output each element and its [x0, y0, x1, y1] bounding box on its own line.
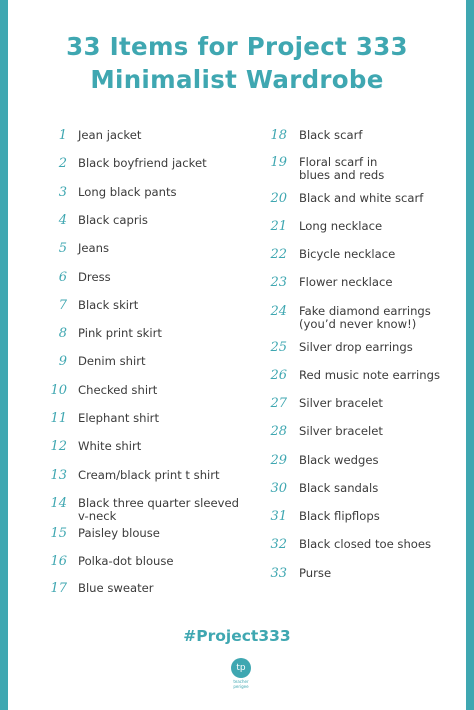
item-label-line: Black closed toe shoes	[299, 537, 432, 551]
item-label	[78, 271, 244, 284]
item-label	[78, 555, 244, 568]
item-label	[78, 327, 244, 340]
brand-logo	[231, 658, 251, 689]
item-number: 2	[58, 156, 67, 171]
item-label-line: Black skirt	[78, 298, 139, 312]
item-number: 11	[50, 411, 67, 426]
item-number: 23	[270, 275, 287, 290]
item-label-line: Pink print skirt	[78, 326, 162, 340]
item-label	[299, 567, 468, 580]
item-number: 20	[270, 191, 287, 206]
item-label	[78, 527, 244, 540]
item-label-line: Black scarf	[299, 128, 363, 142]
item-label-line: Silver bracelet	[299, 424, 383, 438]
item-label-line: Paisley blouse	[78, 526, 160, 540]
item-label-line: Black sandals	[299, 481, 379, 495]
item-number: 7	[58, 298, 67, 313]
item-label	[78, 299, 244, 312]
item-label	[299, 454, 468, 467]
item-number: 25	[270, 340, 287, 355]
logo-name-line-2: perigee	[233, 683, 249, 689]
item-label-line: Floral scarf in	[299, 155, 378, 169]
item-label	[299, 425, 468, 438]
item-label	[299, 510, 468, 523]
item-label-line: Black and white scarf	[299, 191, 424, 205]
item-number: 1	[58, 128, 67, 143]
item-number: 14	[50, 496, 67, 511]
item-number: 29	[270, 453, 287, 468]
item-number: 13	[50, 468, 67, 483]
item-number: 15	[50, 526, 67, 541]
hashtag: #Project333	[183, 627, 291, 645]
item-label	[78, 242, 244, 255]
item-label-line: Bicycle necklace	[299, 247, 396, 261]
item-label	[78, 157, 244, 170]
item-number: 28	[270, 424, 287, 439]
item-number: 12	[50, 439, 67, 454]
item-label	[299, 192, 468, 205]
item-label-line: Long necklace	[299, 219, 383, 233]
item-label-line: Denim shirt	[78, 354, 146, 368]
item-label	[299, 276, 468, 289]
item-number: 21	[270, 219, 287, 234]
item-number: 31	[270, 509, 287, 524]
item-number: 27	[270, 396, 287, 411]
item-label	[299, 220, 468, 233]
item-label-line: v-neck	[78, 509, 117, 523]
title-line-2: Minimalist Wardrobe	[90, 65, 384, 94]
item-label	[299, 341, 468, 354]
item-label-line: Red music note earrings	[299, 368, 441, 382]
item-number: 5	[58, 241, 67, 256]
item-label-line: Checked shirt	[78, 383, 158, 397]
item-label	[78, 214, 244, 227]
item-label	[299, 156, 468, 182]
item-number: 16	[50, 554, 67, 569]
right-accent-border	[466, 0, 474, 710]
item-number: 24	[270, 304, 287, 319]
item-label	[299, 369, 468, 382]
item-number: 33	[270, 566, 287, 581]
item-label	[299, 305, 468, 331]
item-label-line: Black three quarter sleeved	[78, 496, 239, 510]
item-label-line: White shirt	[78, 439, 142, 453]
item-number: 18	[270, 128, 287, 143]
item-number: 4	[58, 213, 67, 228]
item-label-line: Polka-dot blouse	[78, 554, 174, 568]
item-label-line: Purse	[299, 566, 332, 580]
item-number: 30	[270, 481, 287, 496]
item-number: 26	[270, 368, 287, 383]
item-label	[299, 397, 468, 410]
item-label-line: Jeans	[78, 241, 110, 255]
item-label-line: Black boyfriend jacket	[78, 156, 207, 170]
item-label-line: Black flipflops	[299, 509, 380, 523]
left-accent-border	[0, 0, 8, 710]
item-label-line: Black capris	[78, 213, 148, 227]
item-label-line: Fake diamond earrings	[299, 304, 431, 318]
item-label	[78, 186, 244, 199]
item-number: 32	[270, 537, 287, 552]
item-number: 3	[58, 185, 67, 200]
item-label	[299, 482, 468, 495]
item-number: 10	[50, 383, 67, 398]
item-label	[299, 248, 468, 261]
page-title	[0, 30, 474, 96]
title-line-1: 33 Items for Project 333	[66, 32, 408, 61]
item-label	[78, 582, 244, 595]
item-number: 6	[58, 270, 67, 285]
logo-monogram-icon: tp	[231, 658, 251, 678]
item-label-line: (you’d never know!)	[299, 317, 417, 331]
item-number: 19	[270, 155, 287, 170]
item-number: 17	[50, 581, 67, 596]
item-label	[78, 129, 244, 142]
item-label-line: Silver drop earrings	[299, 340, 413, 354]
item-label-line: Long black pants	[78, 185, 177, 199]
item-label-line: Black wedges	[299, 453, 379, 467]
item-number: 22	[270, 247, 287, 262]
item-label-line: Jean jacket	[78, 128, 142, 142]
logo-name-line-1: teacher	[233, 679, 249, 684]
item-label-line: Silver bracelet	[299, 396, 383, 410]
item-label	[78, 469, 244, 482]
item-label	[299, 129, 468, 142]
item-label-line: Elephant shirt	[78, 411, 159, 425]
item-label	[78, 355, 244, 368]
logo-name	[231, 680, 251, 689]
item-label	[299, 538, 468, 551]
item-label-line: Blue sweater	[78, 581, 154, 595]
item-label-line: Flower necklace	[299, 275, 393, 289]
item-label	[78, 440, 244, 453]
item-label	[78, 497, 244, 523]
item-label-line: Cream/black print t shirt	[78, 468, 220, 482]
item-number: 9	[58, 354, 67, 369]
item-label	[78, 412, 244, 425]
item-label-line: Dress	[78, 270, 111, 284]
item-label	[78, 384, 244, 397]
item-number: 8	[58, 326, 67, 341]
item-label-line: blues and reds	[299, 168, 385, 182]
